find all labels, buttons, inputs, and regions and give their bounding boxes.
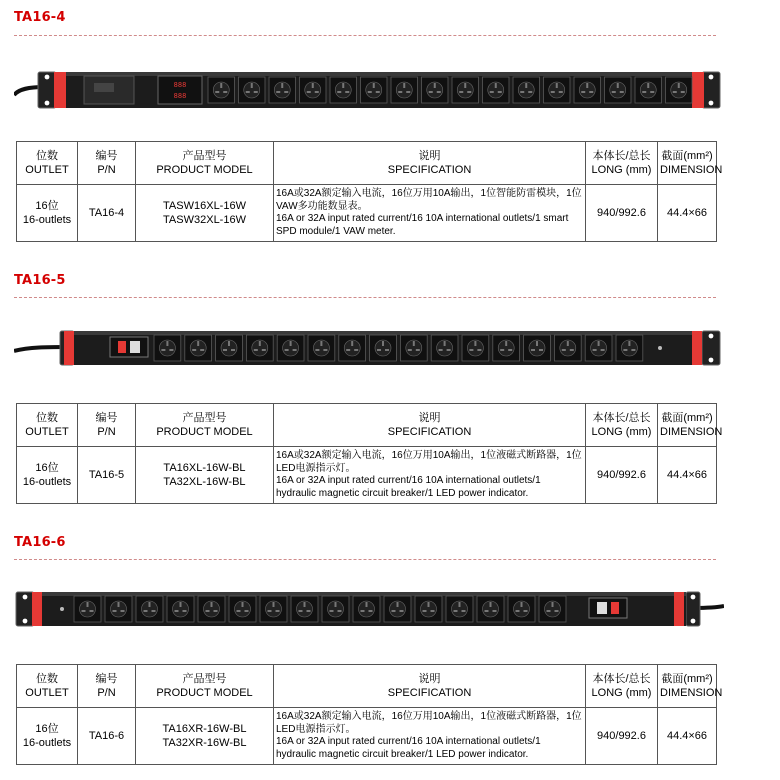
socket-outlet <box>353 596 380 622</box>
spec-table-ta16-4 <box>16 141 723 242</box>
cell-dimension: 44.4×66 <box>658 447 717 504</box>
title-divider <box>14 35 716 36</box>
socket-outlet <box>322 596 349 622</box>
socket-outlet <box>513 77 540 103</box>
socket-outlet <box>330 77 357 103</box>
header-model: 产品型号 PRODUCT MODEL <box>136 142 274 185</box>
socket-outlet <box>415 596 442 622</box>
led-indicator <box>60 607 64 611</box>
cell-outlet: 16位 16-outlets <box>17 447 78 504</box>
socket-outlet <box>300 77 327 103</box>
header-dimension: 截面(mm²) DIMENSION <box>658 142 717 185</box>
led-indicator <box>658 346 662 350</box>
vaw-meter <box>158 76 202 104</box>
socket-outlet <box>291 596 318 622</box>
meter-digits: 888 <box>173 92 187 100</box>
socket-outlet <box>269 77 296 103</box>
cell-outlet: 16位 16-outlets <box>17 708 78 765</box>
header-outlet: 位数 OUTLET <box>17 404 78 447</box>
socket-outlet <box>508 596 535 622</box>
spec-table-ta16-5 <box>16 403 723 504</box>
socket-outlet <box>185 335 212 361</box>
socket-outlet <box>154 335 181 361</box>
header-spec: 说明 SPECIFICATION <box>274 404 586 447</box>
meter-digits: 888 <box>173 81 187 89</box>
socket-outlet <box>431 335 458 361</box>
spd-module <box>84 76 134 104</box>
pdu-end-cap <box>54 72 66 108</box>
product-title: TA16-6 <box>14 535 66 550</box>
socket-outlet <box>462 335 489 361</box>
socket-outlet <box>422 77 449 103</box>
pdu-end-cap <box>692 72 704 108</box>
cell-spec: 16A或32A额定输入电流，16位万用10A输出，1位液磁式断路器，1位LED电源指示灯。 16A or 32A input rated current/16 10A international outlets/1 hydraulic magnetic circuit breaker/1 LED power indicator. <box>274 708 586 765</box>
socket-outlet <box>308 335 335 361</box>
cell-model: TA16XR-16W-BL TA32XR-16W-BL <box>136 708 274 765</box>
socket-outlet <box>400 335 427 361</box>
product-title: TA16-4 <box>14 10 66 25</box>
cell-pn: TA16-4 <box>78 185 136 242</box>
socket-outlet <box>585 335 612 361</box>
cell-dimension: 44.4×66 <box>658 708 717 765</box>
title-divider <box>14 297 716 298</box>
socket-outlet <box>493 335 520 361</box>
socket-outlet <box>384 596 411 622</box>
header-outlet: 位数 OUTLET <box>17 142 78 185</box>
socket-outlet <box>339 335 366 361</box>
cell-spec: 16A或32A额定输入电流，16位万用10A输出，1位智能防雷模块，1位VAW多功能数显表。 16A or 32A input rated current/16 10A international outlets/1 smart SPD module/1 VAW meter. <box>274 185 586 242</box>
socket-outlet <box>74 596 101 622</box>
header-dimension: 截面(mm²) DIMENSION <box>658 404 717 447</box>
socket-outlet <box>198 596 225 622</box>
socket-outlet <box>370 335 397 361</box>
pdu-image-ta16-6 <box>14 584 724 634</box>
socket-outlet <box>229 596 256 622</box>
pdu-end-cap <box>64 331 74 365</box>
cell-long: 940/992.6 <box>586 185 658 242</box>
socket-outlet <box>452 77 479 103</box>
pdu-image-ta16-5 <box>14 323 724 373</box>
pdu-end-cap <box>692 331 702 365</box>
header-dimension: 截面(mm²) DIMENSION <box>658 665 717 708</box>
cell-model: TASW16XL-16W TASW32XL-16W <box>136 185 274 242</box>
socket-outlet <box>666 77 693 103</box>
socket-outlet <box>391 77 418 103</box>
socket-outlet <box>239 77 266 103</box>
socket-outlet <box>136 596 163 622</box>
header-model: 产品型号 PRODUCT MODEL <box>136 665 274 708</box>
socket-outlet <box>616 335 643 361</box>
socket-outlet <box>105 596 132 622</box>
circuit-breaker <box>589 598 627 618</box>
header-spec: 说明 SPECIFICATION <box>274 142 586 185</box>
socket-outlet <box>246 335 273 361</box>
socket-outlet <box>446 596 473 622</box>
pdu-image-ta16-4 <box>14 65 724 115</box>
socket-outlet <box>277 335 304 361</box>
socket-outlet <box>260 596 287 622</box>
header-long: 本体长/总长 LONG (mm) <box>586 665 658 708</box>
socket-outlet <box>544 77 571 103</box>
cell-pn: TA16-5 <box>78 447 136 504</box>
cell-model: TA16XL-16W-BL TA32XL-16W-BL <box>136 447 274 504</box>
cell-long: 940/992.6 <box>586 708 658 765</box>
header-spec: 说明 SPECIFICATION <box>274 665 586 708</box>
cell-spec: 16A或32A额定输入电流，16位万用10A输出，1位液磁式断路器，1位LED电源指示灯。 16A or 32A input rated current/16 10A international outlets/1 hydraulic magnetic circuit breaker/1 LED power indicator. <box>274 447 586 504</box>
socket-outlet <box>554 335 581 361</box>
cell-outlet: 16位 16-outlets <box>17 185 78 242</box>
socket-outlet <box>483 77 510 103</box>
spec-table-ta16-6 <box>16 664 723 765</box>
socket-outlet <box>605 77 632 103</box>
header-model: 产品型号 PRODUCT MODEL <box>136 404 274 447</box>
socket-outlet <box>574 77 601 103</box>
socket-outlet <box>477 596 504 622</box>
socket-outlet <box>167 596 194 622</box>
title-divider <box>14 559 716 560</box>
product-title: TA16-5 <box>14 273 66 288</box>
cell-long: 940/992.6 <box>586 447 658 504</box>
socket-outlet <box>539 596 566 622</box>
header-long: 本体长/总长 LONG (mm) <box>586 142 658 185</box>
socket-outlet <box>524 335 551 361</box>
header-outlet: 位数 OUTLET <box>17 665 78 708</box>
pdu-end-cap <box>674 592 684 626</box>
circuit-breaker <box>110 337 148 357</box>
pdu-end-cap <box>32 592 42 626</box>
header-long: 本体长/总长 LONG (mm) <box>586 404 658 447</box>
socket-outlet <box>361 77 388 103</box>
socket-outlet <box>208 77 235 103</box>
cell-pn: TA16-6 <box>78 708 136 765</box>
header-pn: 编号 P/N <box>78 404 136 447</box>
header-pn: 编号 P/N <box>78 665 136 708</box>
socket-outlet <box>635 77 662 103</box>
socket-outlet <box>216 335 243 361</box>
header-pn: 编号 P/N <box>78 142 136 185</box>
cell-dimension: 44.4×66 <box>658 185 717 242</box>
